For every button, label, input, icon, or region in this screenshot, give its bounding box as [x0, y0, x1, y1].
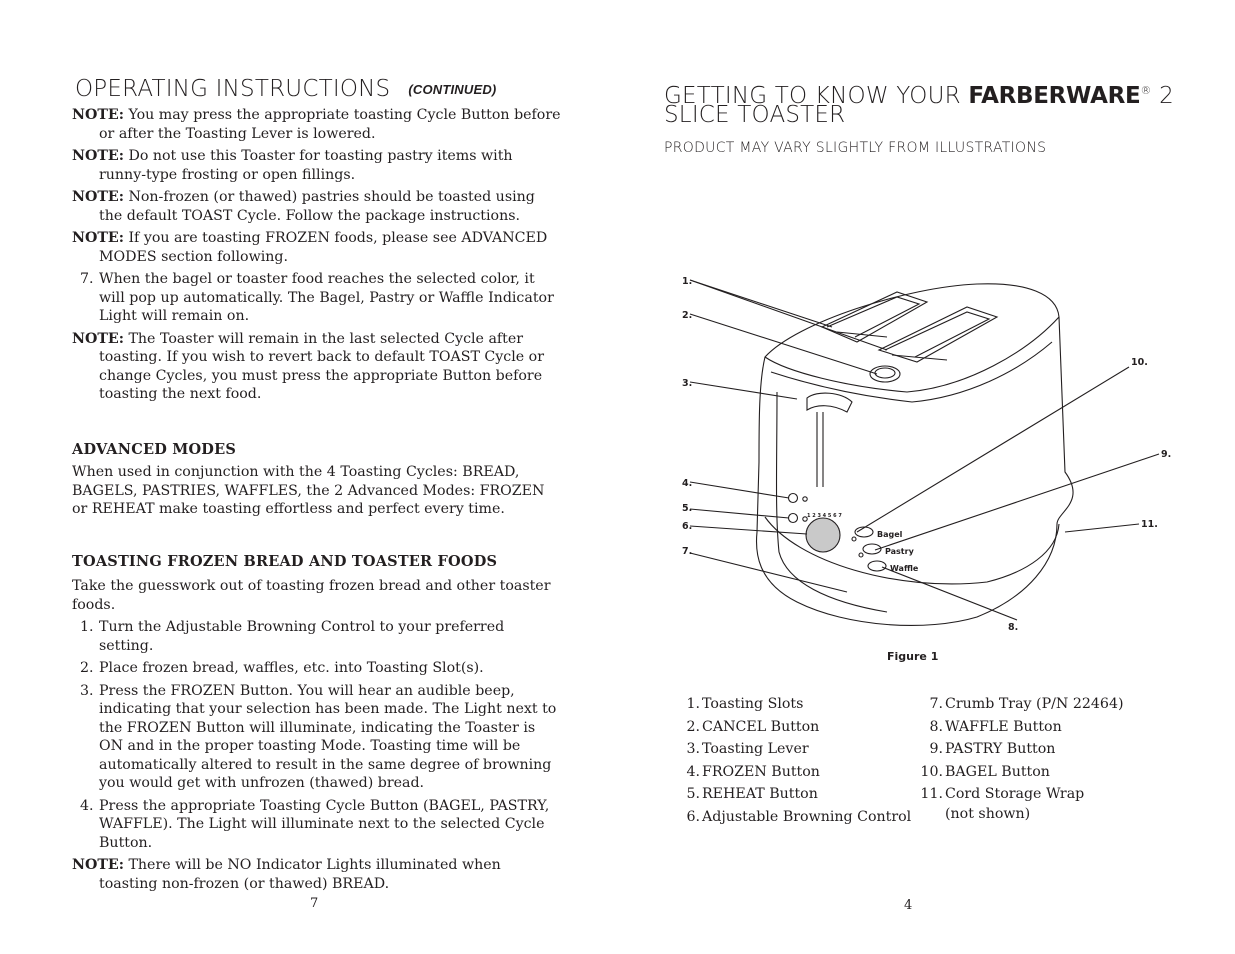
- frozen-step-1: 1. Turn the Adjustable Browning Control to your preferred setting.: [80, 619, 505, 654]
- frozen-block: [72, 577, 562, 897]
- part-9: 9. PASTRY Button: [929, 741, 1056, 757]
- heading-continued: (CONTINUED): [408, 82, 497, 97]
- callout-9: 9.: [1161, 449, 1172, 460]
- callout-8: 8.: [1008, 622, 1019, 633]
- waffle-button-shape: [868, 561, 886, 571]
- page-heading: [75, 77, 496, 102]
- heading-text: OPERATING INSTRUCTIONS: [75, 76, 391, 102]
- callout-11: 11.: [1141, 519, 1158, 530]
- callout-3: 3.: [682, 378, 693, 389]
- dial-digits: 1 2 3 4 5 6 7: [807, 513, 842, 519]
- brand-name: FARBERWARE: [968, 83, 1141, 109]
- notes-block: [72, 106, 562, 408]
- advanced-modes-heading: ADVANCED MODES: [72, 441, 236, 458]
- page-number-right: 4: [904, 898, 913, 913]
- part-8: 8. WAFFLE Button: [929, 718, 1062, 735]
- note-3: NOTE: Non-frozen (or thawed) pastries should be toasted using the default TOAST Cycle. Follow the package instructions.: [72, 189, 535, 224]
- note-4: NOTE: If you are toasting FROZEN foods, please see ADVANCED MODES section following.: [72, 230, 548, 265]
- frozen-heading: TOASTING FROZEN BREAD AND TOASTER FOODS: [72, 553, 498, 570]
- toaster-lever: [807, 393, 852, 412]
- toaster-illustration: [647, 262, 1207, 642]
- pastry-label: Pastry: [885, 547, 914, 556]
- frozen-button-shape: [789, 494, 798, 503]
- callout-5: 5.: [682, 503, 693, 514]
- toaster-body-outline: [756, 284, 1073, 626]
- frozen-step-4: 4. Press the appropriate Toasting Cycle Button (BAGEL, PASTRY, WAFFLE). The Light will illuminate next to the selected Cycle Button.: [80, 797, 550, 851]
- callout-7: 7.: [682, 546, 693, 557]
- step-7: 7. When the bagel or toaster food reaches the selected color, it will pop up automatically. The Bagel, Pastry or Waffle Indicator Light will remain on.: [80, 271, 554, 324]
- note-5: NOTE: The Toaster will remain in the last selected Cycle after toasting. If you wish to revert back to default TOAST Cycle or change Cycles, you must press the appropriate Button before toasting the next food.: [72, 330, 545, 402]
- note-1: NOTE: You may press the appropriate toasting Cycle Button before or after the Toasting Lever is lowered.: [72, 107, 561, 142]
- part-5: 5. REHEAT Button: [686, 786, 818, 802]
- right-heading-post: 2: [1159, 83, 1174, 109]
- part-11: 11. Cord Storage Wrap (not shown): [917, 783, 1124, 822]
- part-6: 6. Adjustable Browning Control: [686, 808, 912, 825]
- browning-dial: [806, 518, 840, 552]
- waffle-label: Waffle: [890, 564, 919, 573]
- figure-caption: Figure 1: [887, 650, 939, 663]
- callout-4: 4.: [682, 478, 693, 489]
- part-3: 3. Toasting Lever: [686, 741, 809, 757]
- note-2: NOTE: Do not use this Toaster for toasting pastry items with runny-type frosting or open fillings.: [72, 148, 513, 183]
- right-page: [617, 0, 1235, 954]
- part-7: 7. Crumb Tray (P/N 22464): [929, 696, 1124, 712]
- callout-1: 1.: [682, 276, 693, 287]
- left-page: [0, 0, 617, 954]
- part-10: 10. BAGEL Button: [920, 763, 1050, 780]
- part-1: 1. Toasting Slots: [686, 696, 804, 712]
- frozen-step-3: 3. Press the FROZEN Button. You will hear an audible beep, indicating that your selection has been made. The Light next to the FROZEN Button will illuminate, indicating the Toaster is ON and in the proper toasting Mode. Toasting time will be automatically altered to result in the same degree of browning you would get with unfrozen (thawed) bread.: [80, 682, 557, 791]
- toaster-top: [765, 317, 1059, 392]
- reheat-button-shape: [789, 514, 798, 523]
- callout-10: 10.: [1131, 357, 1148, 368]
- advanced-modes-text: When used in conjunction with the 4 Toasting Cycles: BREAD, BAGELS, PASTRIES, WAFFLES, the 2 Advanced Modes: FROZEN or REHEAT make toasting effortless and perfect every time.: [72, 464, 545, 517]
- right-heading-line2: SLICE TOASTER: [664, 102, 846, 128]
- registered-mark: ®: [1140, 84, 1152, 97]
- parts-list-right: [917, 693, 1124, 822]
- page-number-left: 7: [310, 896, 319, 911]
- callout-2: 2.: [682, 310, 693, 321]
- frozen-intro: Take the guesswork out of toasting frozen bread and other toaster foods.: [72, 578, 551, 613]
- right-heading-pre: GETTING TO KNOW YOUR: [664, 83, 961, 109]
- frozen-note: NOTE: There will be NO Indicator Lights illuminated when toasting non-frozen (or thawed) BREAD.: [72, 857, 501, 892]
- product-disclaimer: PRODUCT MAY VARY SLIGHTLY FROM ILLUSTRATIONS: [664, 140, 1047, 156]
- callout-6: 6.: [682, 521, 693, 532]
- part-11-note: (not shown): [945, 805, 1031, 822]
- frozen-step-2: 2. Place frozen bread, waffles, etc. into Toasting Slot(s).: [80, 660, 484, 676]
- part-2: 2. CANCEL Button: [686, 718, 820, 735]
- part-4: 4. FROZEN Button: [686, 763, 820, 780]
- parts-list-left: [674, 693, 911, 828]
- bagel-label: Bagel: [877, 530, 903, 539]
